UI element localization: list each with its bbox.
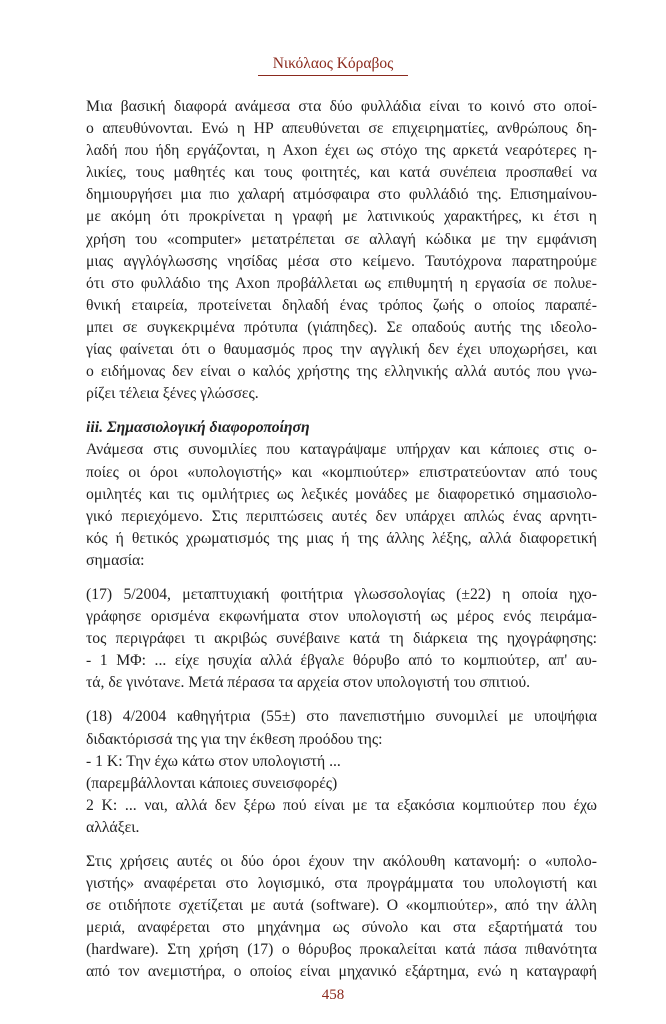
paragraph-gap — [86, 839, 597, 851]
text-line: γίας φαίνεται ότι ο θαυμασμός προς την αγγλική δεν έχει υποχωρήσει, και — [86, 341, 597, 359]
body-text — [86, 96, 597, 984]
text-line: - 1 ΜΦ: ... είχε ησυχία αλλά έβγαλε θόρυβο από το κομπιούτερ, απ' αυ- — [86, 652, 597, 670]
text-line: γιστής» αναφέρεται στο λογισμικό, στα προγράμματα του υπολογιστή και — [86, 875, 597, 893]
text-line: διδακτόρισσά της για την έκθεση προόδου της: — [86, 730, 383, 748]
text-line: Στις χρήσεις αυτές οι δύο όροι έχουν την ακόλουθη κατανομή: ο «υπολο- — [86, 853, 597, 870]
text-line: ο ειδήμονας δεν είναι ο καλός χρήστης της ελληνικής αλλά αυτός που γνω- — [86, 363, 597, 381]
text-line: μιας αγγλόγλωσσης νησίδας μέσα στο κείμενο. Ταυτόχρονα παρατηρούμε — [86, 252, 597, 270]
page-number: 458 — [321, 987, 345, 1003]
text-line: μεριά, αναφέρεται στο μηχάνημα ως σύνολο και στα εξαρτήματά του — [86, 919, 597, 937]
text-line: ότι στο φυλλάδιο της Axon προβάλλεται ως επιθυμητή η εργασία σε πολυε- — [86, 274, 597, 292]
running-head-rule — [258, 75, 408, 76]
text-line: θνική εταιρεία, προτείνεται δηλαδή ένας τρόπος ζωής ο οποίος παραπέ- — [86, 296, 597, 314]
text-line: δημιουργήσει μια πιο χαλαρή ατμόσφαιρα στο φυλλάδιό της. Επισημαίνου- — [86, 186, 597, 204]
text-line: σημασία: — [86, 551, 145, 569]
text-line: γικό περιεχόμενο. Στις περιπτώσεις αυτές δεν υπάρχει απλώς ένας αρνητι- — [86, 507, 597, 525]
text-line: Ανάμεσα στις συνομιλίες που καταγράψαμε υπήρχαν και κάποιες στις ο- — [86, 441, 597, 459]
text-line: τος περιγράφει τι ακριβώς συνέβαινε κατά τη διάρκεια της ηχογράφησης: — [86, 630, 597, 648]
text-line: - 1 Κ: Την έχω κάτω στον υπολογιστή ... — [86, 752, 341, 770]
text-line: με ακόμη ότι προκρίνεται η γραφή με λατινικούς χαρακτήρες, κι έτσι η — [86, 208, 597, 226]
text-line: κός ή θετικός χρωματισμός της μιας ή της άλλης λέξης, αλλά διαφορετική — [86, 529, 597, 547]
running-head: Νικόλαος Κόραβος — [272, 55, 394, 72]
text-line: από τον ανεμιστήρα, ο οποίος είναι μηχανικό εξάρτημα, ενώ η καταγραφή — [86, 963, 597, 981]
text-line: μπει σε συγκεκριμένα πρότυπα (γιάπηδες). Σε οπαδούς αυτής της ιδεολο- — [86, 318, 597, 336]
text-line: (παρεμβάλλονται κάποιες συνεισφορές) — [86, 774, 338, 792]
text-line: (17) 5/2004, μεταπτυχιακή φοιτήτρια γλωσσολογίας (±22) η οποία ηχο- — [86, 585, 597, 603]
paragraph-gap — [86, 694, 597, 706]
text-line: ο απευθύνονται. Ενώ η HP απευθύνεται σε επιχειρηματίες, ανθρώπους δη- — [86, 120, 597, 138]
text-line: χρήση του «computer» μετατρέπεται σε αλλαγή κώδικα με την εμφάνιση — [86, 230, 597, 248]
text-line: (hardware). Στη χρήση (17) ο θόρυβος προκαλείται κατά πάσα πιθανότητα — [86, 941, 597, 959]
text-line: ομιλητές και τις ομιλήτριες ως λεξικές μονάδες με διαφορετικό σημασιολο- — [86, 485, 597, 503]
text-line: γράφησε ορισμένα εκφωνήματα στον υπολογιστή ως μέρος ενός πειράμα- — [86, 608, 597, 626]
paragraph-gap — [86, 405, 597, 417]
text-line: σε οτιδήποτε σχετίζεται με αυτά (software). Ο «κομπιούτερ», από την άλλη — [86, 897, 597, 915]
text-line: Μια βασική διαφορά ανάμεσα στα δύο φυλλάδια είναι το κοινό στο οποί- — [86, 98, 597, 115]
section-heading: iii. Σημασιολογική διαφοροποίηση — [86, 419, 310, 437]
text-line: τά, δε γινότανε. Μετά πέρασα τα αρχεία στον υπολογιστή του σπιτιού. — [86, 674, 531, 692]
text-line: λαδή που ήδη εργάζονται, η Axon έχει ως στόχο της αρκετά νεαρότερες η- — [86, 142, 597, 160]
text-line: λικίες, τους μαθητές και τους φοιτητές, και κατά συνέπεια προσπαθεί να — [86, 164, 597, 182]
text-line: αλλάξει. — [86, 818, 140, 836]
text-line: 2 Κ: ... ναι, αλλά δεν ξέρω πού είναι με τα εξακόσια κομπιούτερ που έχω — [86, 796, 597, 814]
text-line: ρίζει τέλεια ξένες γλώσσες. — [86, 385, 259, 403]
text-line: (18) 4/2004 καθηγήτρια (55±) στο πανεπιστήμιο συνομιλεί με υποψήφια — [86, 708, 597, 726]
paragraph-gap — [86, 572, 597, 584]
text-line: ποίες οι όροι «υπολογιστής» και «κομπιούτερ» επιστρατεύονταν από τους — [86, 463, 597, 481]
